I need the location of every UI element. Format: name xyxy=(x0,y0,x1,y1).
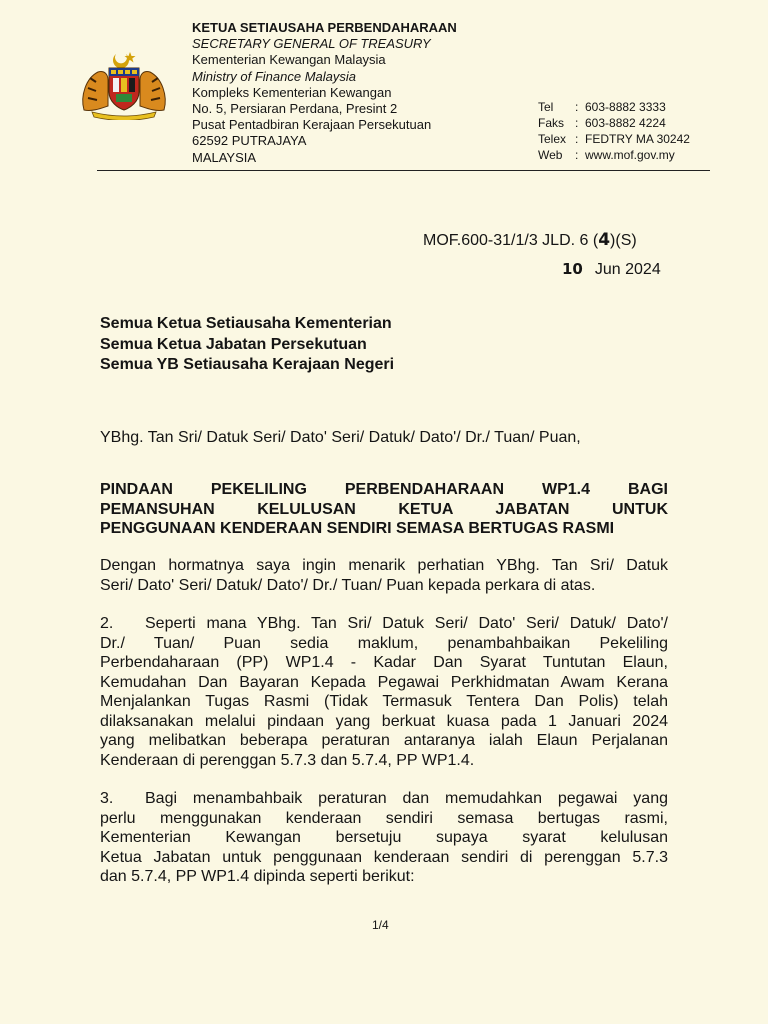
paragraph-number: 3. xyxy=(100,790,114,807)
letterhead-address-line: MALAYSIA xyxy=(192,149,257,165)
paragraph-line: Dengan hormatnya saya ingin menarik perhatian YBhg. Tan Sri/ Datuk xyxy=(100,557,668,574)
letterhead xyxy=(192,20,457,166)
paragraph-line: perlu menggunakan kenderaan sendiri semasa bertugas rasmi, xyxy=(100,809,668,827)
letterhead-title: KETUA SETIAUSAHA PERBENDAHARAAN xyxy=(192,20,457,35)
paragraph-line: dilaksanakan melalui pindaan yang berkuat kuasa pada 1 Januari 2024 xyxy=(100,712,668,730)
paragraph-line: Kenderaan di perenggan 5.7.3 dan 5.7.4, PP WP1.4. xyxy=(100,751,475,769)
paragraph-3 xyxy=(100,789,668,887)
contact-value: 603-8882 3333 xyxy=(585,100,666,114)
recipient-line: Semua Ketua Setiausaha Kementerian xyxy=(100,315,392,332)
letterhead-ministry-en: Ministry of Finance Malaysia xyxy=(192,68,356,84)
subject-line: PENGGUNAAN KENDERAAN SENDIRI SEMASA BERTUGAS RASMI xyxy=(100,520,615,537)
paragraph-number: 2. xyxy=(100,615,114,632)
paragraph-line: Ketua Jabatan untuk penggunaan kenderaan sendiri di perenggan 5.7.3 xyxy=(100,848,668,866)
letterhead-title-en: SECRETARY GENERAL OF TREASURY xyxy=(192,36,431,52)
paragraph-line: Menjalankan Tugas Rasmi (Tidak Termasuk Tentera Dan Polis) telah xyxy=(100,693,668,710)
paragraph-line: Perbendaharaan (PP) WP1.4 - Kadar Dan Syarat Tuntutan Elaun, xyxy=(100,654,668,671)
month-year: Jun 2024 xyxy=(594,261,661,278)
paragraph-line: 2. Seperti mana YBhg. Tan Sri/ Datuk Seri/ Dato' Seri/ Datuk/ Dato'/ xyxy=(100,615,668,632)
handwritten-ref-digit: 4 xyxy=(598,230,611,250)
contact-value: 603-8882 4224 xyxy=(585,116,666,130)
contact-row-web: Web : www.mof.gov.my xyxy=(538,148,675,162)
recipients xyxy=(100,314,394,376)
subject-line: PEMANSUHAN KELULUSAN KETUA JABATAN UNTUK xyxy=(100,500,668,518)
letterhead-ministry: Kementerian Kewangan Malaysia xyxy=(192,52,386,68)
recipient-line: Semua Ketua Jabatan Persekutuan xyxy=(100,335,367,353)
contact-row-fax: Faks : 603-8882 4224 xyxy=(538,116,666,130)
page-number: 1/4 xyxy=(372,918,389,932)
paragraph-line: Dr./ Tuan/ Puan sedia maklum, penambahbaikan Pekeliling xyxy=(100,634,668,652)
contact-value: www.mof.gov.my xyxy=(585,148,675,162)
contact-block xyxy=(538,99,690,163)
contact-label: Web xyxy=(538,148,563,162)
letterhead-divider xyxy=(97,170,710,171)
contact-value: FEDTRY MA 30242 xyxy=(585,132,690,146)
paragraph-2 xyxy=(100,614,668,770)
letterhead-address-line: 62592 PUTRAJAYA xyxy=(192,133,307,149)
reference-number: MOF.600-31/1/3 JLD. 6 (4)(S) xyxy=(423,230,637,250)
paragraph-1 xyxy=(100,556,668,595)
paragraph-line: 3. Bagi menambahbaik peraturan dan memudahkan pegawai yang xyxy=(100,790,668,807)
malaysia-coat-of-arms-icon xyxy=(78,48,170,120)
contact-row-tel: Tel : 603-8882 3333 xyxy=(538,100,666,114)
subject-line: PINDAAN PEKELILING PERBENDAHARAAN WP1.4 BAGI xyxy=(100,481,668,498)
contact-label: Telex xyxy=(538,132,567,146)
subject-heading xyxy=(100,480,668,539)
recipient-line: Semua YB Setiausaha Kerajaan Negeri xyxy=(100,356,395,373)
paragraph-line: Seri/ Dato' Seri/ Datuk/ Dato'/ Dr./ Tuan/ Puan kepada perkara di atas. xyxy=(100,576,596,594)
contact-label: Faks xyxy=(538,116,565,130)
paragraph-line: Kementerian Kewangan bersetuju supaya syarat kelulusan xyxy=(100,829,668,846)
paragraph-line: Kemudahan Dan Bayaran Kepada Pegawai Perkhidmatan Awam Kerana xyxy=(100,673,668,691)
letter-date xyxy=(562,260,661,279)
letterhead-address-line: Pusat Pentadbiran Kerajaan Persekutuan xyxy=(192,117,432,133)
contact-label: Tel xyxy=(538,100,554,114)
paragraph-line: yang melibatkan beberapa peraturan antaranya ialah Elaun Perjalanan xyxy=(100,732,668,749)
handwritten-day: 10 xyxy=(562,260,583,278)
paragraph-line: dan 5.7.4, PP WP1.4 dipinda seperti berikut: xyxy=(100,868,415,885)
contact-row-telex: Telex : FEDTRY MA 30242 xyxy=(538,132,690,146)
salutation: YBhg. Tan Sri/ Datuk Seri/ Dato' Seri/ Datuk/ Dato'/ Dr./ Tuan/ Puan, xyxy=(100,429,581,446)
letterhead-address-line: No. 5, Persiaran Perdana, Presint 2 xyxy=(192,101,398,117)
letterhead-address-line: Kompleks Kementerian Kewangan xyxy=(192,84,392,100)
